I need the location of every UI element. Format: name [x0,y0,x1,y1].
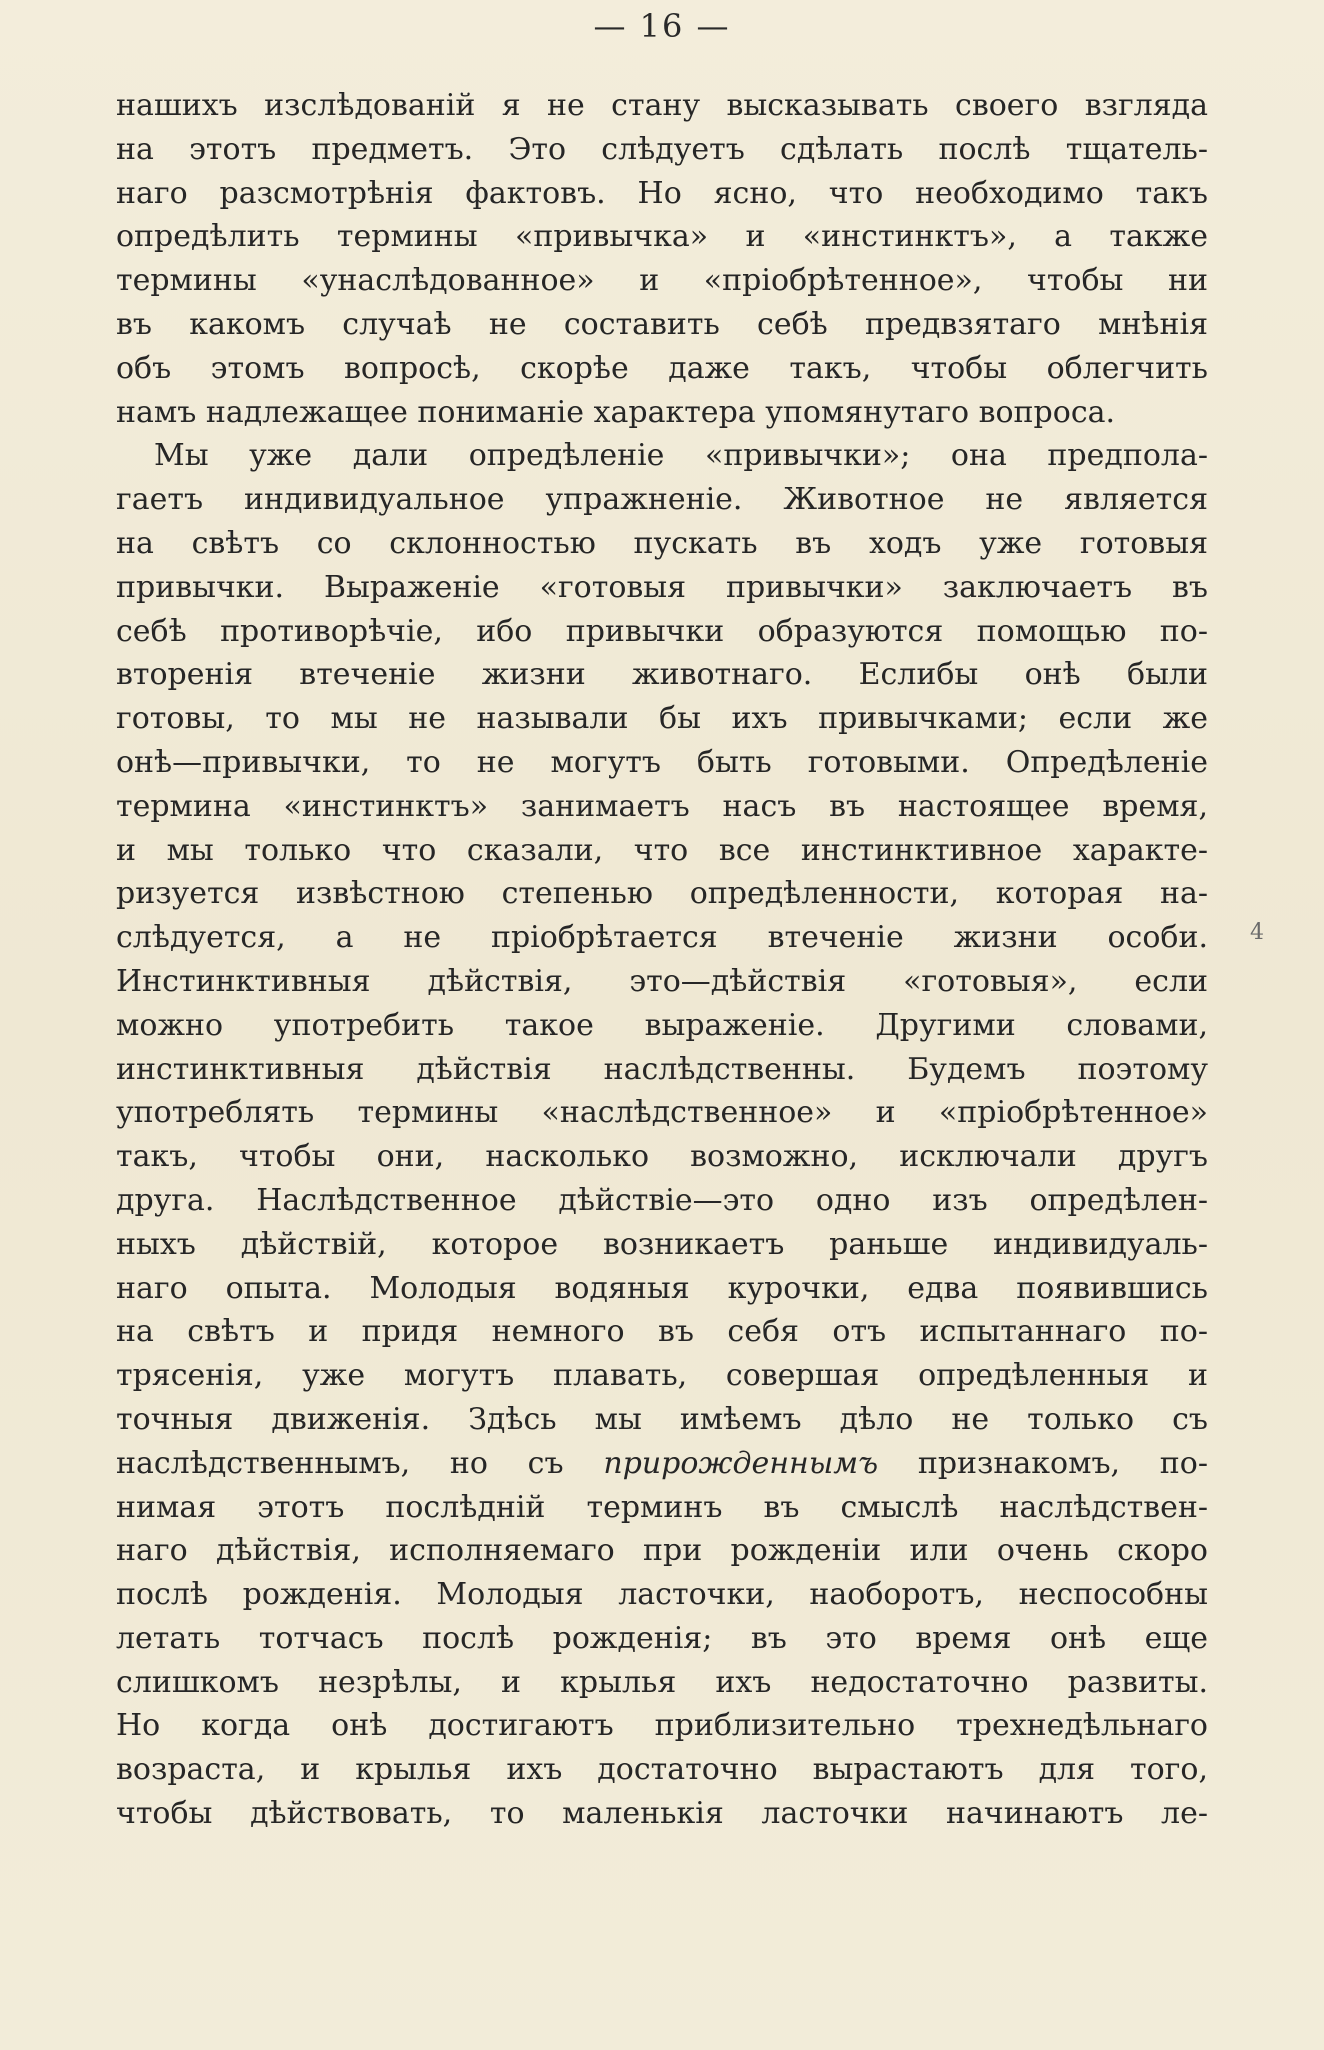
text-line: и мы только что сказали, что все инстинктивное характе- [116,832,1208,868]
text-line: намъ надлежащее пониманіе характера упомянутаго вопроса. [116,394,1116,430]
text-line: привычки. Выраженіе «готовыя привычки» заключаетъ въ [116,569,1208,605]
text-line [116,1442,1208,1486]
text-line: Инстинктивныя дѣйствія, это—дѣйствія «готовыя», если [116,963,1208,999]
text-line: объ этомъ вопросѣ, скорѣе даже такъ, чтобы облегчить [116,350,1208,386]
text-line: инстинктивныя дѣйствія наслѣдственны. Будемъ поэтому [116,1051,1208,1087]
text-line: готовы, то мы не называли бы ихъ привычками; если же [116,701,1208,737]
text-line: на свѣтъ со склонностью пускать въ ходъ уже готовыя [116,525,1208,561]
text-line: на свѣтъ и придя немного въ себя отъ испытаннаго по- [116,1314,1208,1350]
text-line: наго разсмотрѣнія фактовъ. Но ясно, что необходимо такъ [116,175,1208,211]
text-line: трясенія, уже могутъ плавать, совершая опредѣленныя и [116,1358,1208,1394]
text-line: себѣ противорѣчіе, ибо привычки образуются помощью по- [116,613,1208,649]
text-line: Но когда онѣ достигаютъ приблизительно трехнедѣльнаго [116,1708,1208,1744]
text-line: послѣ рожденія. Молодыя ласточки, наоборотъ, неспособны [116,1577,1208,1613]
body-text [116,84,1208,1836]
text-line: въ какомъ случаѣ не составить себѣ предвзятаго мнѣнія [116,306,1208,342]
text-line: вторенія втеченіе жизни животнаго. Еслибы онѣ были [116,657,1208,693]
text-line: такъ, чтобы они, насколько возможно, исключали другъ [116,1139,1208,1175]
text-line: термины «унаслѣдованное» и «пріобрѣтенное», чтобы ни [116,263,1208,299]
text-line: летать тотчасъ послѣ рожденія; въ это время онѣ еще [116,1620,1208,1656]
text-line: онѣ—привычки, то не могутъ быть готовыми. Опредѣленіе [116,744,1208,780]
text-line: гаетъ индивидуальное упражненіе. Животное не является [116,482,1208,518]
text-line: слѣдуется, а не пріобрѣтается втеченіе жизни особи. [116,920,1208,956]
text-line: можно употребить такое выраженіе. Другими словами, [116,1007,1208,1043]
text-line: наго опыта. Молодыя водяныя курочки, едва появившись [116,1270,1208,1306]
text-segment: наслѣдственнымъ, но съ [116,1445,604,1481]
text-line: возраста, и крылья ихъ достаточно вырастаютъ для того, [116,1752,1208,1788]
text-line: опредѣлить термины «привычка» и «инстинктъ», а также [116,219,1208,255]
text-line: точныя движенія. Здѣсь мы имѣемъ дѣло не только съ [116,1401,1208,1437]
margin-mark: 4 [1250,920,1264,945]
text-line: термина «инстинктъ» занимаетъ насъ въ настоящее время, [116,788,1208,824]
text-line: слишкомъ незрѣлы, и крылья ихъ недостаточно развиты. [116,1664,1208,1700]
text-line: друга. Наслѣдственное дѣйствіе—это одно изъ опредѣлен- [116,1182,1208,1218]
text-line: ныхъ дѣйствій, которое возникаетъ раньше индивидуаль- [116,1226,1208,1262]
page-number: — 16 — [593,7,731,45]
text-line: чтобы дѣйствовать, то маленькія ласточки начинаютъ ле- [116,1796,1208,1832]
text-line: наго дѣйствія, исполняемаго при рожденіи или очень скоро [116,1533,1208,1569]
text-segment: признакомъ, по- [878,1445,1208,1481]
text-line: нимая этотъ послѣдній терминъ въ смыслѣ наслѣдствен- [116,1489,1208,1525]
text-line: нашихъ изслѣдованій я не стану высказывать своего взгляда [116,88,1208,123]
italic-term: прирожденнымъ [603,1445,879,1481]
text-line: Мы уже дали опредѣленіе «привычки»; она предпола- [154,438,1208,474]
text-line: употреблять термины «наслѣдственное» и «пріобрѣтенное» [116,1095,1208,1131]
text-line: ризуется извѣстною степенью опредѣленности, которая на- [116,876,1208,912]
text-line: на этотъ предметъ. Это слѣдуетъ сдѣлать послѣ тщатель- [116,131,1208,167]
